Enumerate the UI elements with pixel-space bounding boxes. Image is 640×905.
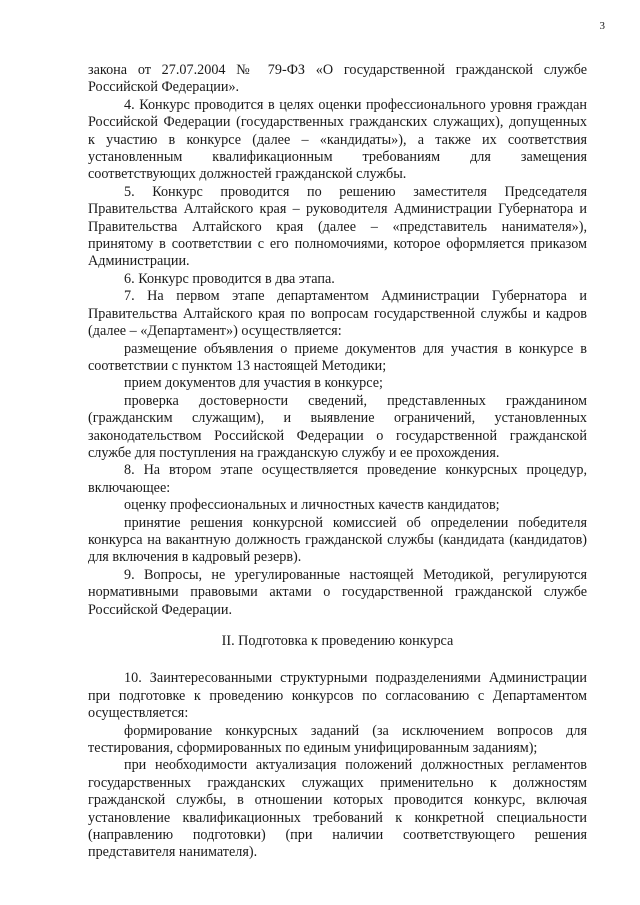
- paragraph: 10. Заинтересованными структурными подразделениями Администрации при подготовке к проведению конкурсов по согласованию с Департаментом осуществляется:: [88, 670, 587, 722]
- page-number: 3: [599, 20, 605, 32]
- paragraph: закона от 27.07.2004 № 79-ФЗ «О государственной гражданской службе Российской Федерации».: [88, 62, 587, 96]
- section-heading: II. Подготовка к проведению конкурса: [221, 633, 454, 649]
- paragraph: 6. Конкурс проводится в два этапа.: [124, 270, 335, 287]
- paragraph: 4. Конкурс проводится в целях оценки профессионального уровня граждан Российской Федерации (государственных гражданских служащих), допущенных к участию в конкурсе (далее – «кандидаты»), а также их соответствия установленным квалификационным требованиям для замещения соответствующих должностей гражданской службы.: [88, 96, 587, 183]
- paragraph: прием документов для участия в конкурсе;: [124, 375, 383, 392]
- paragraph: 9. Вопросы, не урегулированные настоящей Методикой, регулируются нормативными правовыми актами о государственной гражданской службе Российской Федерации.: [88, 566, 587, 618]
- paragraph: формирование конкурсных заданий (за исключением вопросов для тестирования, сформированных по единым унифицированным заданиям);: [88, 722, 587, 757]
- paragraph: проверка достоверности сведений, представленных гражданином (гражданским служащим), и выявление ограничений, установленных законодательством Российской Федерации о государственной гражданской службе для поступления на гражданскую службу и ее прохождения.: [88, 392, 587, 461]
- paragraph: 8. На втором этапе осуществляется проведение конкурсных процедур, включающее:: [88, 462, 587, 496]
- paragraph: 7. На первом этапе департаментом Администрации Губернатора и Правительства Алтайского края по вопросам государственной службы и кадров (далее – «Департамент») осуществляется:: [88, 288, 587, 340]
- document-body: [88, 62, 587, 862]
- paragraph: оценку профессиональных и личностных качеств кандидатов;: [124, 497, 500, 514]
- paragraph: при необходимости актуализация положений должностных регламентов государственных гражданских служащих применительно к должностям гражданской службы, в отношении которых проводится конкурс, включая установление квалификационных требований к конкретной специальности (направлению подготовки) (при наличии соответствующего решения представителя нанимателя).: [88, 757, 587, 861]
- paragraph: принятие решения конкурсной комиссией об определении победителя конкурса на вакантную должность гражданской службы (кандидата (кандидатов) для включения в кадровый резерв).: [88, 514, 587, 566]
- paragraph: 5. Конкурс проводится по решению заместителя Председателя Правительства Алтайского края – руководителя Администрации Губернатора и Правительства Алтайского края (далее – «представитель нанимателя»), принятому в соответствии с его полномочиями, которое оформляется приказом Администрации.: [88, 183, 587, 270]
- paragraph: размещение объявления о приеме документов для участия в конкурсе в соответствии с пунктом 13 настоящей Методики;: [88, 340, 587, 374]
